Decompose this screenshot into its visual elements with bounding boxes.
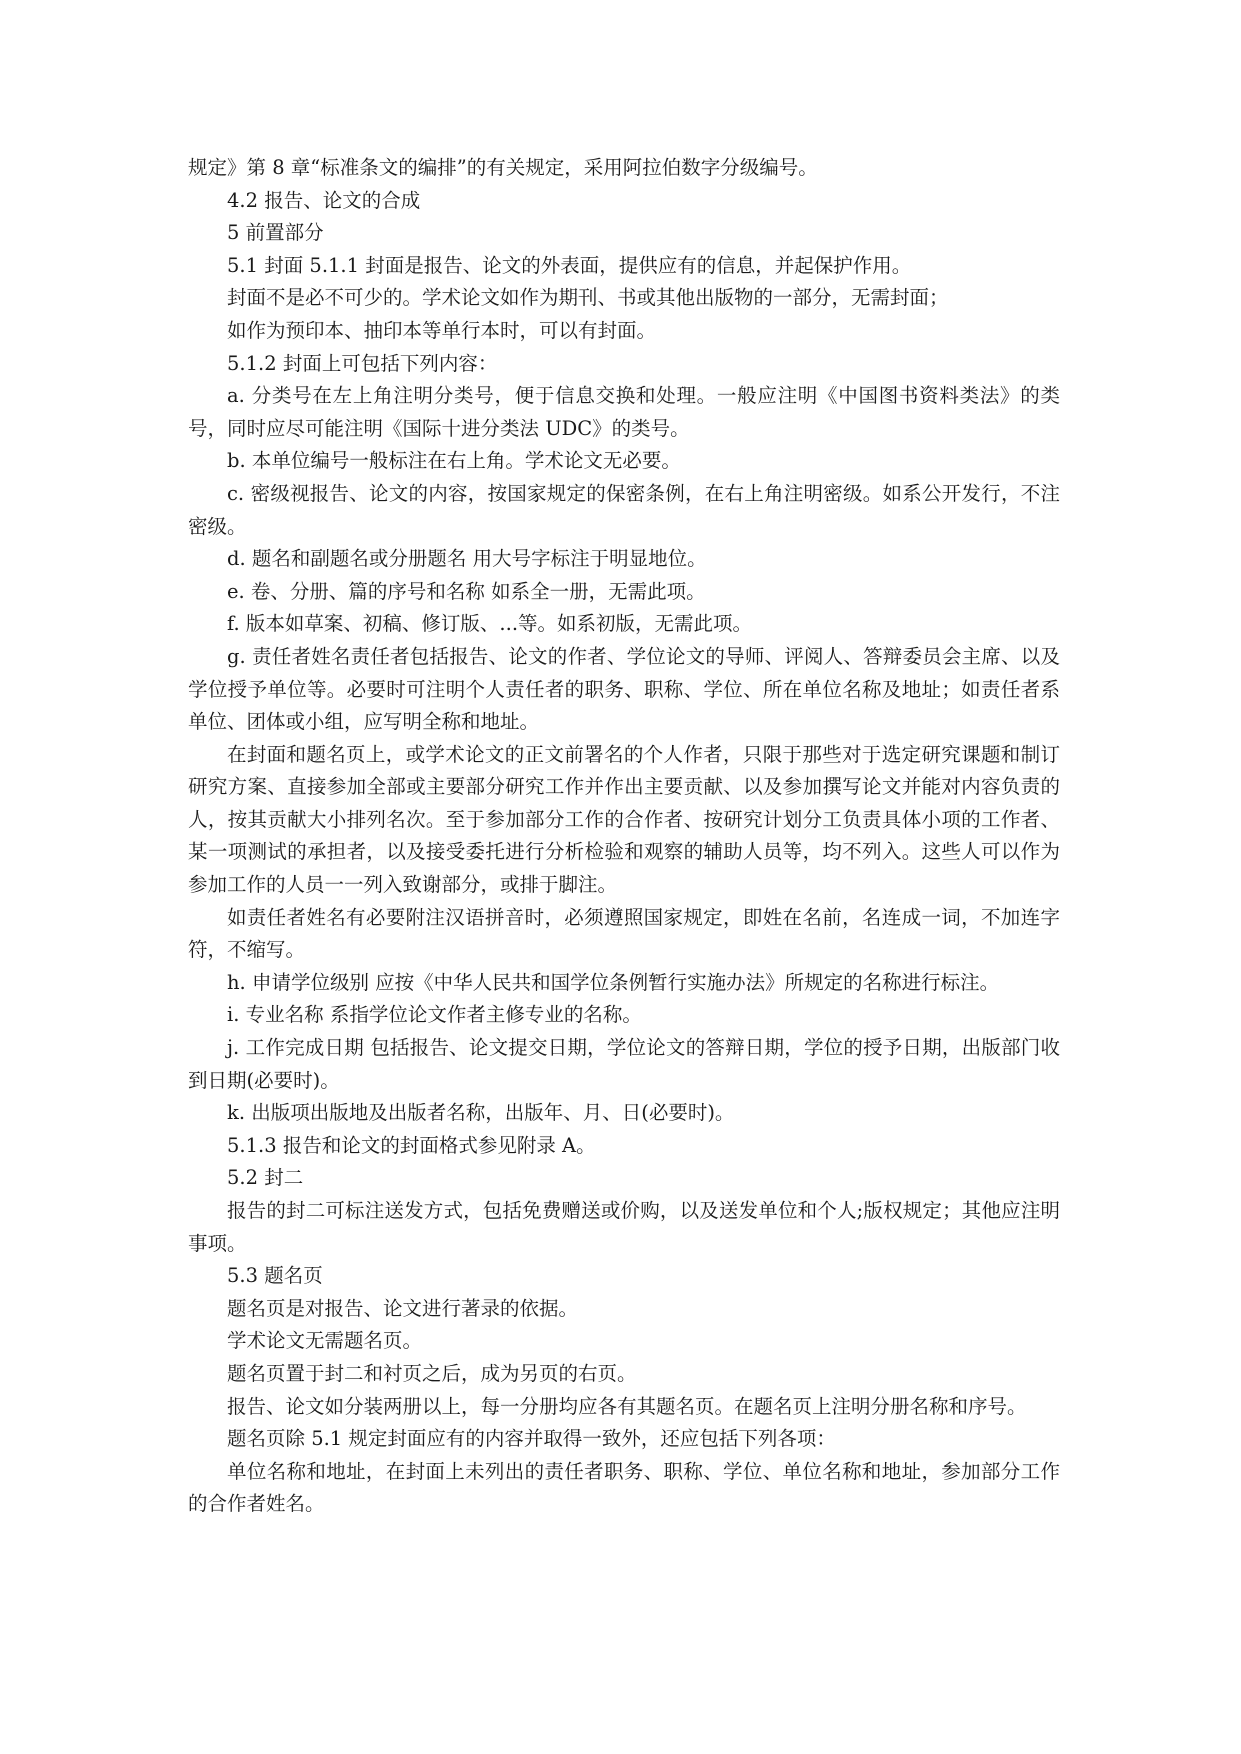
paragraph: 封面不是必不可少的。学术论文如作为期刊、书或其他出版物的一部分，无需封面； xyxy=(227,286,949,310)
paragraph: 报告、论文如分装两册以上，每一分册均应各有其题名页。在题名页上注明分册名称和序号。 xyxy=(227,1394,1027,1418)
paragraph-continuation: 规定》第 8 章“标准条文的编排”的有关规定，采用阿拉伯数字分级编号。 xyxy=(188,156,818,179)
paragraph: 在封面和题名页上，或学术论文的正文前署名的个人作者，只限于那些对于选定研究课题和制订研究方案、直接参加全部或主要部分研究工作并作出主要贡献、以及参加撰写论文并能对内容负责的人，按其贡献大小排列名次。至于参加部分工作的合作者、按研究计划分工负责具体小项的工作者、某一项测试的承担者，以及接受委托进行分析检验和观察的辅助人员等，均不列入。这些人可以作为参加工作的人员一一列入致谢部分，或排于脚注。 xyxy=(188,742,1060,897)
paragraph: 如作为预印本、抽印本等单行本时，可以有封面。 xyxy=(227,318,657,342)
paragraph: 单位名称和地址，在封面上未列出的责任者职务、职称、学位、单位名称和地址，参加部分工作的合作者姓名。 xyxy=(188,1459,1060,1516)
list-item-j: j. 工作完成日期 包括报告、论文提交日期，学位论文的答辩日期，学位的授予日期，出版部门收到日期(必要时)。 xyxy=(188,1036,1060,1092)
list-item-f: f. 版本如草案、初稿、修订版、...等。如系初版，无需此项。 xyxy=(227,612,753,636)
paragraph: 题名页置于封二和衬页之后，成为另页的右页。 xyxy=(227,1361,637,1385)
list-item-i: i. 专业名称 系指学位论文作者主修专业的名称。 xyxy=(227,1003,642,1027)
section-5-1-cover: 5.1 封面 5.1.1 封面是报告、论文的外表面，提供应有的信息，并起保护作用。 xyxy=(227,253,912,277)
paragraph: 题名页除 5.1 规定封面应有的内容并取得一致外，还应包括下列各项： xyxy=(227,1427,836,1451)
paragraph: 如责任者姓名有必要附注汉语拼音时，必须遵照国家规定，即姓在名前，名连成一词，不加连字符，不缩写。 xyxy=(188,905,1060,962)
paragraph: 题名页是对报告、论文进行著录的依据。 xyxy=(227,1296,579,1320)
document-body xyxy=(188,152,1060,1521)
list-item-d: d. 题名和副题名或分册题名 用大号字标注于明显地位。 xyxy=(227,547,707,571)
section-heading-5-3: 5.3 题名页 xyxy=(227,1264,323,1288)
list-item-g: g. 责任者姓名责任者包括报告、论文的作者、学位论文的导师、评阅人、答辩委员会主席、以及学位授予单位等。必要时可注明个人责任者的职务、职称、学位、所在单位名称及地址；如责任者系单位、团体或小组，应写明全称和地址。 xyxy=(188,644,1060,734)
list-item-k: k. 出版项出版地及出版者名称，出版年、月、日(必要时)。 xyxy=(227,1101,735,1125)
list-item-a: a. 分类号在左上角注明分类号，便于信息交换和处理。一般应注明《中国图书资料类法》的类号，同时应尽可能注明《国际十进分类法 UDC》的类号。 xyxy=(188,384,1060,440)
paragraph: 学术论文无需题名页。 xyxy=(227,1329,423,1353)
section-heading-5-2: 5.2 封二 xyxy=(227,1166,304,1190)
paragraph: 报告的封二可标注送发方式，包括免费赠送或价购，以及送发单位和个人;版权规定；其他应注明事项。 xyxy=(188,1199,1060,1255)
list-item-h: h. 申请学位级别 应按《中华人民共和国学位条例暂行实施办法》所规定的名称进行标注。 xyxy=(227,970,1000,994)
section-heading-5: 5 前置部分 xyxy=(227,221,324,245)
list-item-e: e. 卷、分册、篇的序号和名称 如系全一册，无需此项。 xyxy=(227,579,706,603)
section-heading-4-2: 4.2 报告、论文的合成 xyxy=(227,188,421,212)
section-heading-5-1-3: 5.1.3 报告和论文的封面格式参见附录 A。 xyxy=(227,1133,596,1157)
list-item-c: c. 密级视报告、论文的内容，按国家规定的保密条例，在右上角注明密级。如系公开发行，不注密级。 xyxy=(188,481,1060,538)
list-item-b: b. 本单位编号一般标注在右上角。学术论文无必要。 xyxy=(227,449,681,473)
section-heading-5-1-2: 5.1.2 封面上可包括下列内容： xyxy=(227,351,498,375)
